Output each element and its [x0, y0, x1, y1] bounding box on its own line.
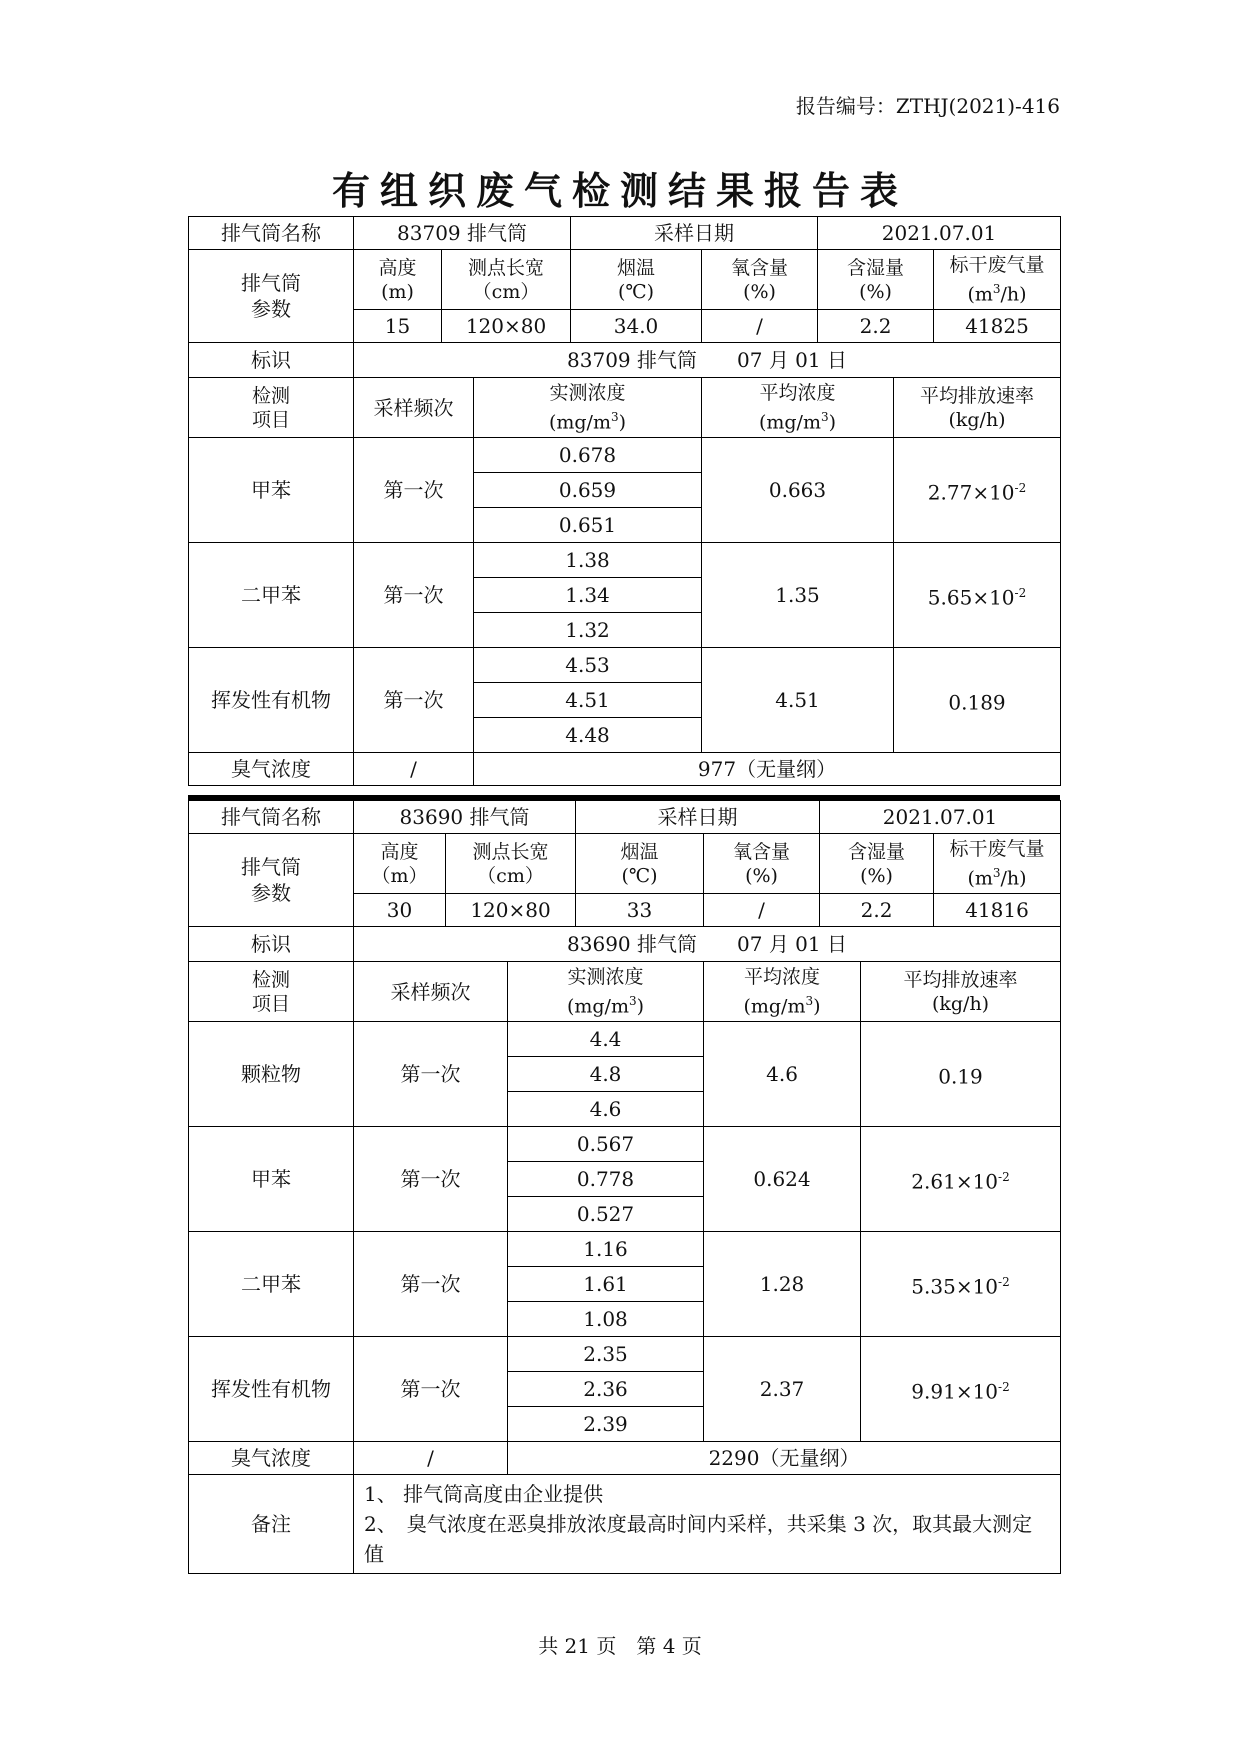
- sampling-date-value: 2021.07.01: [818, 217, 1061, 250]
- rate-value: $9.91\times 10^{-2}$: [861, 1337, 1061, 1442]
- item-name: 甲苯: [189, 438, 354, 543]
- oxygen-value: /: [702, 310, 818, 343]
- item-name: 二甲苯: [189, 543, 354, 648]
- rate-value: $5.35\times 10^{-2}$: [861, 1232, 1061, 1337]
- oxygen-value: /: [704, 894, 820, 927]
- moisture-header: 含湿量 (%): [820, 834, 934, 894]
- rate-value: $5.65\times 10^{-2}$: [894, 543, 1061, 648]
- stack-name-label: 排气筒名称: [189, 217, 354, 250]
- avg-value: 1.28: [704, 1232, 861, 1337]
- identifier-label: 标识: [189, 927, 354, 962]
- item-freq: 第一次: [354, 1337, 508, 1442]
- stack-2-table: [188, 800, 1061, 1574]
- flow-value: 41825: [934, 310, 1061, 343]
- measured-value: 0.567: [508, 1127, 704, 1162]
- stack-name-value: 83709 排气筒: [354, 217, 571, 250]
- stack-params-label: 排气筒 参数: [189, 834, 354, 927]
- measured-value: 0.778: [508, 1162, 704, 1197]
- measured-value: 0.651: [474, 508, 702, 543]
- item-freq: 第一次: [354, 1022, 508, 1127]
- item-header: 检测 项目: [189, 962, 354, 1022]
- temp-header: 烟温 (℃): [576, 834, 704, 894]
- avg-value: 0.663: [702, 438, 894, 543]
- moisture-value: 2.2: [818, 310, 934, 343]
- rate-value: $2.61\times 10^{-2}$: [861, 1127, 1061, 1232]
- rate-header: 平均排放速率 (kg/h): [894, 378, 1061, 438]
- measured-value: 1.08: [508, 1302, 704, 1337]
- remark-item: 2、 臭气浓度在恶臭排放浓度最高时间内采样，共采集 3 次，取其最大测定值: [364, 1512, 1033, 1566]
- measured-value: 1.34: [474, 578, 702, 613]
- flow-header: 标干废气量 $(m^3/h)$: [934, 834, 1061, 894]
- item-name: 二甲苯: [189, 1232, 354, 1337]
- page-footer: 共 21 页 第 4 页: [538, 1634, 702, 1658]
- rate-value: $2.77\times 10^{-2}$: [894, 438, 1061, 543]
- rate-value: 0.189: [894, 648, 1061, 753]
- stack-name-value: 83690 排气筒: [354, 801, 576, 834]
- temp-header: 烟温 (℃): [571, 250, 702, 310]
- sampling-date-label: 采样日期: [576, 801, 820, 834]
- height-header: 高度 (m): [354, 250, 442, 310]
- moisture-header: 含湿量 (%): [818, 250, 934, 310]
- measured-value: 0.659: [474, 473, 702, 508]
- avg-header: 平均浓度 $(mg/m^3)$: [702, 378, 894, 438]
- remark-item: 1、 排气筒高度由企业提供: [364, 1482, 604, 1506]
- item-freq: 第一次: [354, 648, 474, 753]
- item-freq: 第一次: [354, 1127, 508, 1232]
- item-name: 甲苯: [189, 1127, 354, 1232]
- odor-value: 977（无量纲）: [474, 753, 1061, 786]
- measured-value: 2.35: [508, 1337, 704, 1372]
- stack-1-table: [188, 216, 1061, 786]
- item-name: 颗粒物: [189, 1022, 354, 1127]
- measured-value: 2.39: [508, 1407, 704, 1442]
- measured-value: 1.38: [474, 543, 702, 578]
- item-name: 挥发性有机物: [189, 648, 354, 753]
- item-name: 挥发性有机物: [189, 1337, 354, 1442]
- oxygen-header: 氧含量 (%): [702, 250, 818, 310]
- odor-freq: /: [354, 1442, 508, 1475]
- avg-value: 4.51: [702, 648, 894, 753]
- remarks-label: 备注: [189, 1475, 354, 1574]
- measured-value: 0.527: [508, 1197, 704, 1232]
- sampling-date-value: 2021.07.01: [820, 801, 1061, 834]
- avg-header: 平均浓度 $(mg/m^3)$: [704, 962, 861, 1022]
- remarks-content: [354, 1475, 1061, 1574]
- item-freq: 第一次: [354, 438, 474, 543]
- freq-header: 采样频次: [354, 378, 474, 438]
- measured-value: 1.16: [508, 1232, 704, 1267]
- oxygen-header: 氧含量 (%): [704, 834, 820, 894]
- measured-value: 4.53: [474, 648, 702, 683]
- stack-params-label: 排气筒 参数: [189, 250, 354, 343]
- moisture-value: 2.2: [820, 894, 934, 927]
- size-value: 120×80: [442, 310, 571, 343]
- report-number: 报告编号：ZTHJ(2021)-416: [795, 94, 1060, 118]
- height-header: 高度 （m）: [354, 834, 446, 894]
- item-header: 检测 项目: [189, 378, 354, 438]
- measured-value: 1.32: [474, 613, 702, 648]
- measured-value: 2.36: [508, 1372, 704, 1407]
- avg-value: 1.35: [702, 543, 894, 648]
- measured-value: 1.61: [508, 1267, 704, 1302]
- item-freq: 第一次: [354, 543, 474, 648]
- flow-header: 标干废气量 $(m^3/h)$: [934, 250, 1061, 310]
- odor-value: 2290（无量纲）: [508, 1442, 1061, 1475]
- rate-value: 0.19: [861, 1022, 1061, 1127]
- avg-value: 2.37: [704, 1337, 861, 1442]
- temp-value: 34.0: [571, 310, 702, 343]
- measured-header: 实测浓度 $(mg/m^3)$: [474, 378, 702, 438]
- flow-value: 41816: [934, 894, 1061, 927]
- measured-value: 4.6: [508, 1092, 704, 1127]
- avg-value: 4.6: [704, 1022, 861, 1127]
- sampling-date-label: 采样日期: [571, 217, 818, 250]
- odor-freq: /: [354, 753, 474, 786]
- measured-value: 4.51: [474, 683, 702, 718]
- measured-header: 实测浓度 $(mg/m^3)$: [508, 962, 704, 1022]
- report-title: 有组织废气检测结果报告表: [331, 168, 908, 213]
- height-value: 15: [354, 310, 442, 343]
- measured-value: 4.4: [508, 1022, 704, 1057]
- measured-value: 4.48: [474, 718, 702, 753]
- item-freq: 第一次: [354, 1232, 508, 1337]
- odor-label: 臭气浓度: [189, 1442, 354, 1475]
- size-header: 测点长宽 （cm）: [446, 834, 576, 894]
- identifier-value: 83690 排气筒 07 月 01 日: [354, 927, 1061, 962]
- identifier-value: 83709 排气筒 07 月 01 日: [354, 343, 1061, 378]
- measured-value: 4.8: [508, 1057, 704, 1092]
- size-header: 测点长宽 （cm）: [442, 250, 571, 310]
- height-value: 30: [354, 894, 446, 927]
- size-value: 120×80: [446, 894, 576, 927]
- rate-header: 平均排放速率 (kg/h): [861, 962, 1061, 1022]
- odor-label: 臭气浓度: [189, 753, 354, 786]
- measured-value: 0.678: [474, 438, 702, 473]
- identifier-label: 标识: [189, 343, 354, 378]
- temp-value: 33: [576, 894, 704, 927]
- freq-header: 采样频次: [354, 962, 508, 1022]
- avg-value: 0.624: [704, 1127, 861, 1232]
- stack-name-label: 排气筒名称: [189, 801, 354, 834]
